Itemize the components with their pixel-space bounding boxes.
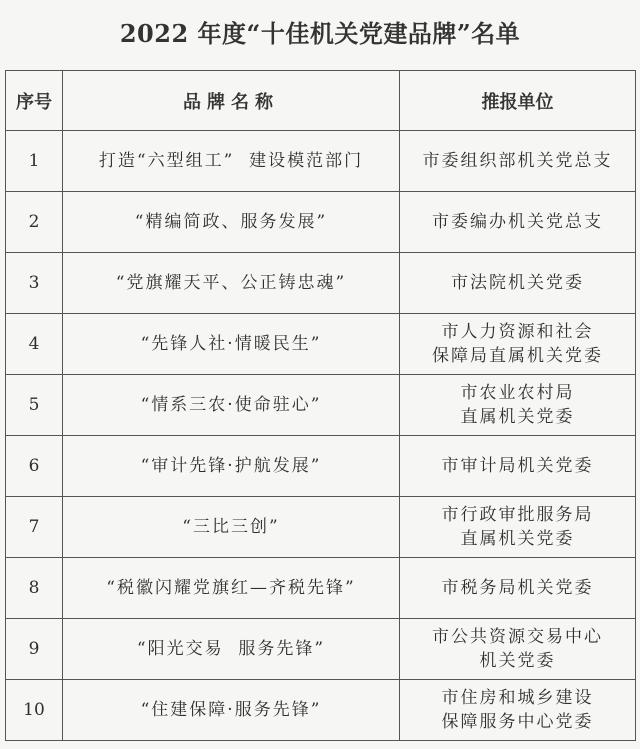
page-title: 2022 年度“十佳机关党建品牌”名单	[119, 19, 521, 48]
table-row	[6, 375, 636, 436]
row-no: 2	[6, 192, 63, 253]
row-unit: 市农业农村局 直属机关党委	[400, 375, 636, 436]
row-unit: 市审计局机关党委	[400, 436, 636, 497]
row-no: 8	[6, 558, 63, 619]
table-row	[6, 497, 636, 558]
row-unit: 市税务局机关党委	[400, 558, 636, 619]
table-header-row	[6, 71, 636, 131]
row-brand: “审计先锋·护航发展”	[63, 436, 400, 497]
row-no: 4	[6, 314, 63, 375]
row-no: 5	[6, 375, 63, 436]
row-no: 9	[6, 619, 63, 680]
table-row	[6, 619, 636, 680]
row-brand: “三比三创”	[63, 497, 400, 558]
row-unit: 市委编办机关党总支	[400, 192, 636, 253]
table-row	[6, 131, 636, 192]
table-row	[6, 253, 636, 314]
table-row	[6, 680, 636, 741]
brand-list-table	[5, 70, 636, 741]
row-no: 1	[6, 131, 63, 192]
header-no: 序号	[6, 71, 63, 131]
row-no: 7	[6, 497, 63, 558]
row-no: 10	[6, 680, 63, 741]
header-unit: 推报单位	[400, 71, 636, 131]
row-brand: “先锋人社·情暖民生”	[63, 314, 400, 375]
row-brand: “情系三农·使命驻心”	[63, 375, 400, 436]
row-unit: 市委组织部机关党总支	[400, 131, 636, 192]
row-unit: 市行政审批服务局 直属机关党委	[400, 497, 636, 558]
table-row	[6, 192, 636, 253]
table-row	[6, 436, 636, 497]
header-brand: 品牌名称	[63, 71, 400, 131]
row-unit: 市公共资源交易中心 机关党委	[400, 619, 636, 680]
row-unit: 市人力资源和社会 保障局直属机关党委	[400, 314, 636, 375]
row-brand: “阳光交易 服务先锋”	[63, 619, 400, 680]
table-row	[6, 558, 636, 619]
row-brand: “精编简政、服务发展”	[63, 192, 400, 253]
table-row	[6, 314, 636, 375]
row-no: 3	[6, 253, 63, 314]
row-unit: 市法院机关党委	[400, 253, 636, 314]
row-unit: 市住房和城乡建设 保障服务中心党委	[400, 680, 636, 741]
row-no: 6	[6, 436, 63, 497]
row-brand: 打造“六型组工” 建设模范部门	[63, 131, 400, 192]
row-brand: “税徽闪耀党旗红—齐税先锋”	[63, 558, 400, 619]
row-brand: “党旗耀天平、公正铸忠魂”	[63, 253, 400, 314]
row-brand: “住建保障·服务先锋”	[63, 680, 400, 741]
